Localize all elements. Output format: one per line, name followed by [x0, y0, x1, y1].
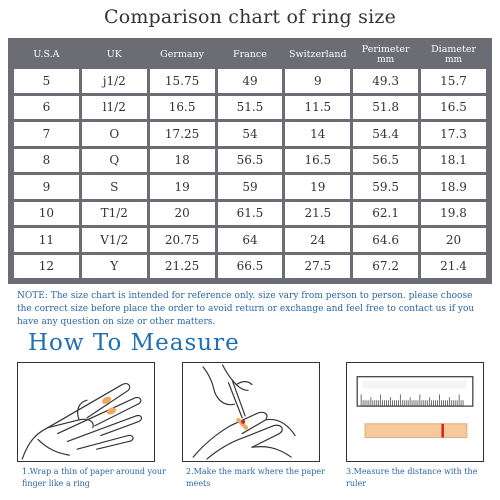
step-1-caption: 1.Wrap a thin of paper around your finger like a ring — [22, 467, 166, 488]
ring-size-table — [11, 41, 489, 281]
table-cell: 15.7 — [421, 69, 486, 93]
table-cell: V1/2 — [82, 228, 147, 252]
table-cell: 59.5 — [353, 175, 418, 199]
table-row — [14, 175, 486, 199]
table-cell: 17.3 — [421, 122, 486, 146]
table-cell: 51.8 — [353, 96, 418, 120]
table-cell: 18.1 — [421, 149, 486, 173]
header-perimeter: Perimeter mm — [353, 44, 418, 66]
table-cell: 19 — [285, 175, 350, 199]
table-cell: 51.5 — [218, 96, 283, 120]
table-cell: 21.25 — [150, 255, 215, 279]
table-cell: 49 — [218, 69, 283, 93]
header-usa: U.S.A — [33, 49, 60, 60]
table-cell: 49.3 — [353, 69, 418, 93]
table-cell: 56.5 — [218, 149, 283, 173]
table-cell: O — [82, 122, 147, 146]
how-to-measure-heading: How To Measure — [28, 330, 240, 356]
table-cell: 10 — [14, 202, 79, 226]
table-cell: 56.5 — [353, 149, 418, 173]
table-cell: j1/2 — [82, 69, 147, 93]
table-cell: 9 — [14, 175, 79, 199]
table-cell: 20.75 — [150, 228, 215, 252]
step-2-illustration — [182, 362, 320, 462]
table-row — [14, 122, 486, 146]
table-cell: 5 — [14, 69, 79, 93]
table-cell: 66.5 — [218, 255, 283, 279]
table-cell: 59 — [218, 175, 283, 199]
table-cell: 64.6 — [353, 228, 418, 252]
table-cell: 16.5 — [150, 96, 215, 120]
table-cell: 11 — [14, 228, 79, 252]
table-cell: Q — [82, 149, 147, 173]
table-cell: 21.5 — [285, 202, 350, 226]
table-cell: 20 — [150, 202, 215, 226]
table-cell: 19.8 — [421, 202, 486, 226]
hand-wrap-paper-icon — [18, 363, 154, 461]
table-cell: 16.5 — [285, 149, 350, 173]
table-cell: 9 — [285, 69, 350, 93]
table-cell: 11.5 — [285, 96, 350, 120]
table-cell: 64 — [218, 228, 283, 252]
mark-line-icon — [441, 424, 443, 438]
step-3-illustration — [346, 362, 484, 462]
chart-title: Comparison chart of ring size — [103, 6, 397, 28]
table-cell: l1/2 — [82, 96, 147, 120]
step-2-caption: 2.Make the mark where the paper meets — [186, 467, 325, 488]
ring-size-table-frame — [8, 38, 492, 284]
header-uk: UK — [106, 49, 122, 60]
header-france: France — [233, 49, 267, 60]
table-cell: 18.9 — [421, 175, 486, 199]
table-cell: 27.5 — [285, 255, 350, 279]
table-row — [14, 228, 486, 252]
table-cell: 67.2 — [353, 255, 418, 279]
table-row — [14, 149, 486, 173]
table-cell: 17.25 — [150, 122, 215, 146]
table-row — [14, 255, 486, 279]
paper-strip-icon — [365, 424, 467, 438]
size-note: NOTE: The size chart is intended for reference only. size vary from person to person. please choose the correct size before place the order to avoid return or exchange and feel free to contact us if you have any question on size or other matters. — [17, 291, 475, 327]
header-diameter: Diameter mm — [421, 44, 486, 66]
table-cell: 18 — [150, 149, 215, 173]
table-row — [14, 69, 486, 93]
hand-mark-pen-icon — [183, 363, 319, 461]
table-cell: 12 — [14, 255, 79, 279]
step-3-caption: 3.Measure the distance with the ruler — [346, 467, 478, 488]
step-1-illustration — [17, 362, 155, 462]
table-cell: Y — [82, 255, 147, 279]
table-cell: 54 — [218, 122, 283, 146]
table-cell: S — [82, 175, 147, 199]
header-germany: Germany — [160, 49, 205, 60]
table-cell: T1/2 — [82, 202, 147, 226]
header-perimeter-unit: mm — [377, 55, 395, 65]
table-cell: 16.5 — [421, 96, 486, 120]
table-body — [14, 69, 486, 278]
header-switzerland: Switzerland — [289, 49, 347, 60]
header-diameter-unit: mm — [444, 55, 463, 65]
table-cell: 14 — [285, 122, 350, 146]
table-header-row — [14, 44, 486, 66]
table-cell: 8 — [14, 149, 79, 173]
table-cell: 24 — [285, 228, 350, 252]
table-row — [14, 202, 486, 226]
table-cell: 21.4 — [421, 255, 486, 279]
table-cell: 54.4 — [353, 122, 418, 146]
table-cell: 61.5 — [218, 202, 283, 226]
table-cell: 7 — [14, 122, 79, 146]
table-cell: 6 — [14, 96, 79, 120]
table-row — [14, 96, 486, 120]
ruler-measure-icon — [347, 363, 483, 461]
table-cell: 19 — [150, 175, 215, 199]
table-cell: 62.1 — [353, 202, 418, 226]
table-cell: 20 — [421, 228, 486, 252]
table-cell: 15.75 — [150, 69, 215, 93]
